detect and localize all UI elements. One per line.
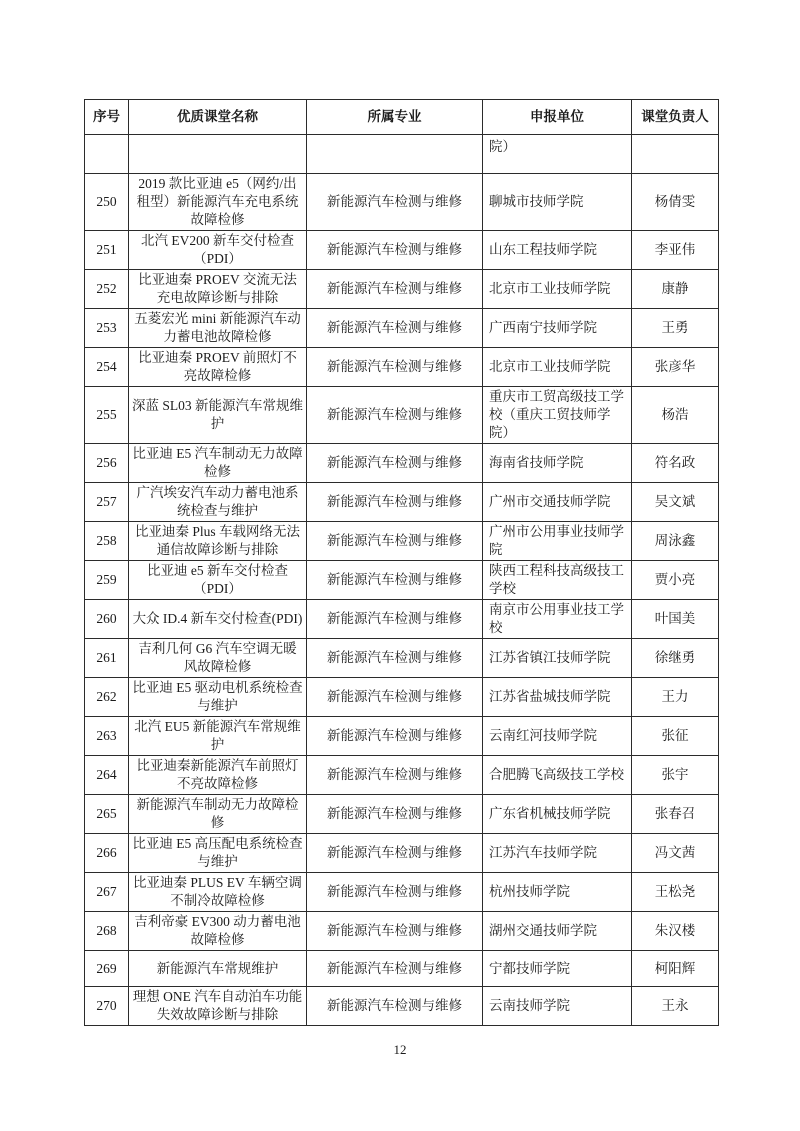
course-table bbox=[84, 99, 719, 1026]
row-serial: 259 bbox=[85, 561, 129, 600]
row-serial: 253 bbox=[85, 309, 129, 348]
table-row bbox=[85, 834, 719, 873]
row-unit: 海南省技师学院 bbox=[483, 444, 632, 483]
row-major: 新能源汽车检测与维修 bbox=[307, 756, 483, 795]
row-major: 新能源汽车检测与维修 bbox=[307, 174, 483, 231]
table-row bbox=[85, 309, 719, 348]
col-header-major: 所属专业 bbox=[307, 100, 483, 135]
row-unit: 北京市工业技师学院 bbox=[483, 270, 632, 309]
row-person: 王勇 bbox=[632, 309, 719, 348]
table-row bbox=[85, 756, 719, 795]
row-course-name: 比亚迪秦 PLUS EV 车辆空调不制冷故障检修 bbox=[129, 873, 307, 912]
table-row bbox=[85, 951, 719, 987]
row-unit: 南京市公用事业技工学校 bbox=[483, 600, 632, 639]
row-major: 新能源汽车检测与维修 bbox=[307, 561, 483, 600]
row-unit: 合肥腾飞高级技工学校 bbox=[483, 756, 632, 795]
row-serial: 254 bbox=[85, 348, 129, 387]
row-serial: 264 bbox=[85, 756, 129, 795]
row-person: 李亚伟 bbox=[632, 231, 719, 270]
course-table-wrap bbox=[84, 99, 719, 1026]
row-unit: 江苏省盐城技师学院 bbox=[483, 678, 632, 717]
row-course-name: 比亚迪秦新能源汽车前照灯不亮故障检修 bbox=[129, 756, 307, 795]
row-course-name: 新能源汽车常规维护 bbox=[129, 951, 307, 987]
row-major: 新能源汽车检测与维修 bbox=[307, 522, 483, 561]
row-major: 新能源汽车检测与维修 bbox=[307, 483, 483, 522]
row-unit: 江苏汽车技师学院 bbox=[483, 834, 632, 873]
table-row bbox=[85, 912, 719, 951]
continuation-serial-cell bbox=[85, 135, 129, 174]
col-header-serial: 序号 bbox=[85, 100, 129, 135]
row-unit: 广州市公用事业技师学院 bbox=[483, 522, 632, 561]
row-person: 张春召 bbox=[632, 795, 719, 834]
row-serial: 266 bbox=[85, 834, 129, 873]
row-person: 王力 bbox=[632, 678, 719, 717]
row-unit: 杭州技师学院 bbox=[483, 873, 632, 912]
row-serial: 258 bbox=[85, 522, 129, 561]
table-head bbox=[85, 100, 719, 135]
row-course-name: 比亚迪秦 PROEV 前照灯不亮故障检修 bbox=[129, 348, 307, 387]
row-unit: 云南红河技师学院 bbox=[483, 717, 632, 756]
row-unit: 广州市交通技师学院 bbox=[483, 483, 632, 522]
row-unit: 聊城市技师学院 bbox=[483, 174, 632, 231]
row-serial: 265 bbox=[85, 795, 129, 834]
row-serial: 250 bbox=[85, 174, 129, 231]
table-row bbox=[85, 231, 719, 270]
row-major: 新能源汽车检测与维修 bbox=[307, 987, 483, 1026]
table-row bbox=[85, 795, 719, 834]
row-person: 符名政 bbox=[632, 444, 719, 483]
table-row bbox=[85, 987, 719, 1026]
row-serial: 261 bbox=[85, 639, 129, 678]
row-person: 周泳鑫 bbox=[632, 522, 719, 561]
row-serial: 255 bbox=[85, 387, 129, 444]
row-course-name: 比亚迪 e5 新车交付检查（PDI） bbox=[129, 561, 307, 600]
row-course-name: 北汽 EU5 新能源汽车常规维护 bbox=[129, 717, 307, 756]
row-person: 杨倩雯 bbox=[632, 174, 719, 231]
row-person: 柯阳辉 bbox=[632, 951, 719, 987]
row-major: 新能源汽车检测与维修 bbox=[307, 873, 483, 912]
continuation-row bbox=[85, 135, 719, 174]
table-row bbox=[85, 483, 719, 522]
row-major: 新能源汽车检测与维修 bbox=[307, 717, 483, 756]
row-major: 新能源汽车检测与维修 bbox=[307, 951, 483, 987]
table-row bbox=[85, 174, 719, 231]
table-row bbox=[85, 639, 719, 678]
row-major: 新能源汽车检测与维修 bbox=[307, 270, 483, 309]
row-course-name: 大众 ID.4 新车交付检查(PDI) bbox=[129, 600, 307, 639]
row-unit: 湖州交通技师学院 bbox=[483, 912, 632, 951]
row-person: 张彦华 bbox=[632, 348, 719, 387]
row-course-name: 五菱宏光 mini 新能源汽车动力蓄电池故障检修 bbox=[129, 309, 307, 348]
row-course-name: 深蓝 SL03 新能源汽车常规维护 bbox=[129, 387, 307, 444]
row-serial: 270 bbox=[85, 987, 129, 1026]
row-course-name: 北汽 EV200 新车交付检查（PDI） bbox=[129, 231, 307, 270]
row-course-name: 比亚迪秦 Plus 车载网络无法通信故障诊断与排除 bbox=[129, 522, 307, 561]
row-serial: 262 bbox=[85, 678, 129, 717]
row-major: 新能源汽车检测与维修 bbox=[307, 444, 483, 483]
row-person: 贾小亮 bbox=[632, 561, 719, 600]
table-row bbox=[85, 444, 719, 483]
table-row bbox=[85, 873, 719, 912]
table-row bbox=[85, 348, 719, 387]
row-serial: 268 bbox=[85, 912, 129, 951]
row-person: 叶国美 bbox=[632, 600, 719, 639]
row-major: 新能源汽车检测与维修 bbox=[307, 678, 483, 717]
col-header-unit: 申报单位 bbox=[483, 100, 632, 135]
row-serial: 256 bbox=[85, 444, 129, 483]
row-serial: 251 bbox=[85, 231, 129, 270]
row-course-name: 新能源汽车制动无力故障检修 bbox=[129, 795, 307, 834]
row-major: 新能源汽车检测与维修 bbox=[307, 387, 483, 444]
row-person: 张宇 bbox=[632, 756, 719, 795]
col-header-course-name: 优质课堂名称 bbox=[129, 100, 307, 135]
table-row bbox=[85, 387, 719, 444]
table-row bbox=[85, 270, 719, 309]
row-person: 王松尧 bbox=[632, 873, 719, 912]
table-body bbox=[85, 135, 719, 1026]
row-serial: 269 bbox=[85, 951, 129, 987]
row-serial: 257 bbox=[85, 483, 129, 522]
row-course-name: 比亚迪 E5 高压配电系统检查与维护 bbox=[129, 834, 307, 873]
row-course-name: 比亚迪 E5 汽车制动无力故障检修 bbox=[129, 444, 307, 483]
row-serial: 260 bbox=[85, 600, 129, 639]
table-row bbox=[85, 678, 719, 717]
page-number: 12 bbox=[393, 1042, 407, 1057]
continuation-person-cell bbox=[632, 135, 719, 174]
row-unit: 北京市工业技师学院 bbox=[483, 348, 632, 387]
header-row bbox=[85, 100, 719, 135]
row-unit: 江苏省镇江技师学院 bbox=[483, 639, 632, 678]
row-person: 张征 bbox=[632, 717, 719, 756]
table-row bbox=[85, 717, 719, 756]
row-unit: 山东工程技师学院 bbox=[483, 231, 632, 270]
row-serial: 263 bbox=[85, 717, 129, 756]
row-person: 康静 bbox=[632, 270, 719, 309]
row-course-name: 比亚迪 E5 驱动电机系统检查与维护 bbox=[129, 678, 307, 717]
row-person: 徐继勇 bbox=[632, 639, 719, 678]
row-person: 朱汉楼 bbox=[632, 912, 719, 951]
row-serial: 252 bbox=[85, 270, 129, 309]
row-course-name: 广汽埃安汽车动力蓄电池系统检查与维护 bbox=[129, 483, 307, 522]
row-person: 杨浩 bbox=[632, 387, 719, 444]
row-major: 新能源汽车检测与维修 bbox=[307, 912, 483, 951]
row-person: 吴文斌 bbox=[632, 483, 719, 522]
row-major: 新能源汽车检测与维修 bbox=[307, 639, 483, 678]
row-major: 新能源汽车检测与维修 bbox=[307, 309, 483, 348]
row-unit: 广西南宁技师学院 bbox=[483, 309, 632, 348]
col-header-person: 课堂负责人 bbox=[632, 100, 719, 135]
row-course-name: 吉利帝豪 EV300 动力蓄电池故障检修 bbox=[129, 912, 307, 951]
row-unit: 陕西工程科技高级技工学校 bbox=[483, 561, 632, 600]
row-course-name: 2019 款比亚迪 e5（网约/出租型）新能源汽车充电系统故障检修 bbox=[129, 174, 307, 231]
row-major: 新能源汽车检测与维修 bbox=[307, 231, 483, 270]
continuation-major-cell bbox=[307, 135, 483, 174]
continuation-name-cell bbox=[129, 135, 307, 174]
row-major: 新能源汽车检测与维修 bbox=[307, 600, 483, 639]
row-course-name: 吉利几何 G6 汽车空调无暖风故障检修 bbox=[129, 639, 307, 678]
row-unit: 云南技师学院 bbox=[483, 987, 632, 1026]
row-person: 王永 bbox=[632, 987, 719, 1026]
row-major: 新能源汽车检测与维修 bbox=[307, 348, 483, 387]
row-course-name: 比亚迪秦 PROEV 交流无法充电故障诊断与排除 bbox=[129, 270, 307, 309]
row-unit: 广东省机械技师学院 bbox=[483, 795, 632, 834]
row-unit: 重庆市工贸高级技工学校（重庆工贸技师学院） bbox=[483, 387, 632, 444]
row-unit: 宁都技师学院 bbox=[483, 951, 632, 987]
continuation-unit-cell: 院） bbox=[483, 135, 632, 174]
table-row bbox=[85, 561, 719, 600]
row-person: 冯文茜 bbox=[632, 834, 719, 873]
row-major: 新能源汽车检测与维修 bbox=[307, 834, 483, 873]
row-major: 新能源汽车检测与维修 bbox=[307, 795, 483, 834]
table-row bbox=[85, 600, 719, 639]
table-row bbox=[85, 522, 719, 561]
row-serial: 267 bbox=[85, 873, 129, 912]
row-course-name: 理想 ONE 汽车自动泊车功能失效故障诊断与排除 bbox=[129, 987, 307, 1026]
